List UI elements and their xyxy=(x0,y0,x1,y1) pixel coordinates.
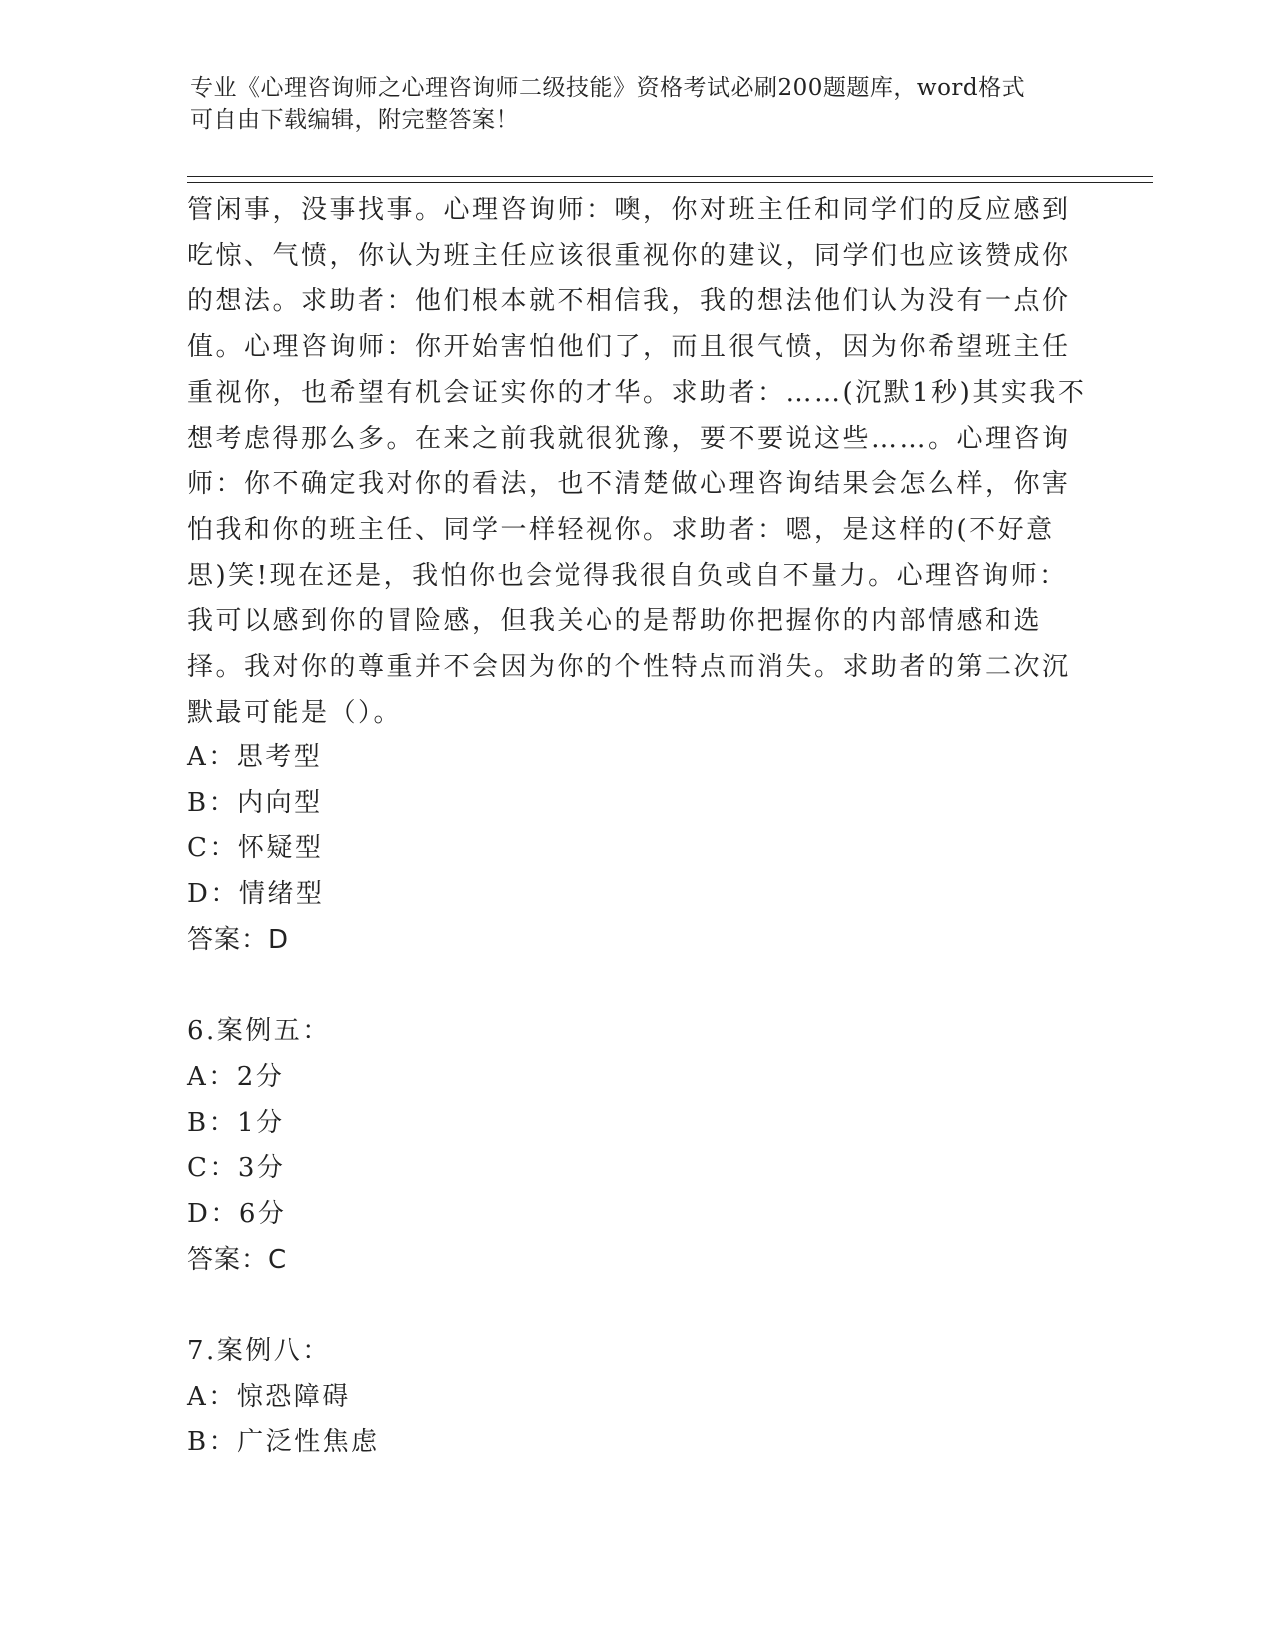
q6-title: 6.案例五： xyxy=(187,1016,331,1047)
q5-option-d: D：情绪型 xyxy=(187,879,325,910)
q7-option-a: A：惊恐障碍 xyxy=(187,1381,351,1412)
document-header xyxy=(190,72,1090,136)
question-5-passage: 管闲事，没事找事。心理咨询师：噢，你对班主任和同学们的反应感到吃惊、气愤，你认为班主任应该很重视你的建议，同学们也应该赞成你的想法。求助者：他们根本就不相信我，我的想法他们认为没有一点价值。心理咨询师：你开始害怕他们了，而且很气愤，因为你希望班主任重视你，也希望有机会证实你的才华。求助者：……(沉默1秒)其实我不想考虑得那么多。在来之前我就很犹豫，要不要说这些……。心理咨询师：你不确定我对你的看法，也不清楚做心理咨询结果会怎么样，你害怕我和你的班主任、同学一样轻视你。求助者：嗯，是这样的(不好意思)笑!现在还是，我怕你也会觉得我很自负或自不量力。心理咨询师：我可以感到你的冒险感，但我关心的是帮助你把握你的内部情感和选择。我对你的尊重并不会因为你的个性特点而消失。求助者的第二次沉默最可能是（）。 xyxy=(187,195,1087,728)
header-rule-top xyxy=(187,176,1153,177)
q6-answer: 答案：C xyxy=(187,1244,288,1275)
q5-answer: 答案：D xyxy=(187,924,290,955)
q5-option-a: A：思考型 xyxy=(187,742,323,772)
question-list xyxy=(187,735,1087,1466)
q7-title: 7.案例八： xyxy=(187,1335,331,1366)
q5-option-c: C：怀疑型 xyxy=(187,833,324,864)
q6-option-a: A：2分 xyxy=(187,1061,285,1092)
spacer xyxy=(187,963,1087,1009)
q7-option-b: B：广泛性焦虑 xyxy=(187,1427,380,1458)
q5-option-b: B：内向型 xyxy=(187,787,323,818)
q6-option-c: C：3分 xyxy=(187,1153,286,1184)
header-line-2: 可自由下载编辑，附完整答案！ xyxy=(190,107,519,133)
spacer xyxy=(187,1283,1087,1329)
q6-option-b: B：1分 xyxy=(187,1107,285,1138)
header-line-1: 专业《心理咨询师之心理咨询师二级技能》资格考试必刷200题题库，word格式 xyxy=(190,75,1026,101)
q6-option-d: D：6分 xyxy=(187,1198,287,1229)
header-rule-bottom xyxy=(187,182,1153,183)
